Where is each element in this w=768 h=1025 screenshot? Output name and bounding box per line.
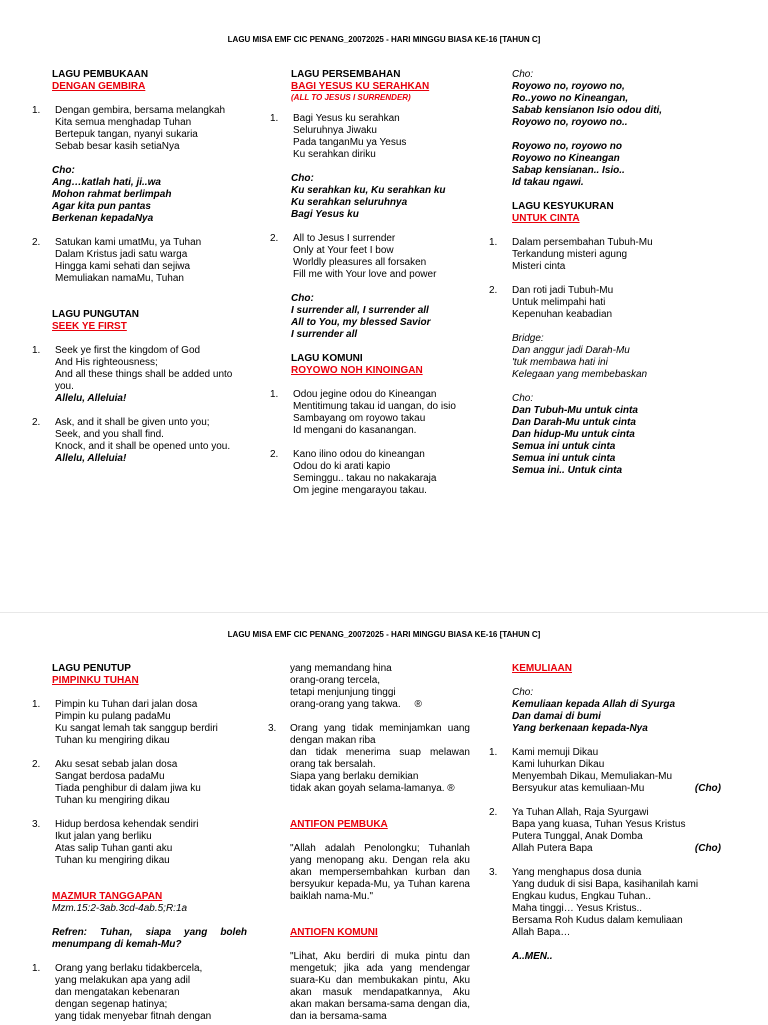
komuni-verse-2: 2. Kano ilino odou do kineangan Odou do ki arati kapio Seminggu.. takau no nakakaraja Om jegine mengarayou takau. (270, 449, 437, 496)
persembahan-chorus-2: Cho: I surrender all, I surrender all All to You, my blessed Savior I surrender all (291, 293, 431, 340)
page-header: LAGU MISA EMF CIC PENANG_20072025 - HARI MINGGU BIASA KE-16 [TAHUN C] (227, 35, 541, 44)
penutup-verse-2: 2. Aku sesat sebab jalan dosa Sangat berdosa padaMu Tiada penghibur di dalam jiwa ku Tuhan ku mengiring dikau (32, 759, 201, 806)
kesyukuran-subtitle: UNTUK CINTA (512, 213, 580, 224)
p2-column-2 (268, 663, 470, 1023)
penutup-verse-3: 3. Hidup berdosa kehendak sendiri Ikut jalan yang berliku Atas salip Tuhan ganti aku Tuhan ku mengiring dikau (32, 819, 199, 866)
komuni-subtitle: ROYOWO NOH KINOINGAN (291, 365, 423, 376)
mazmur-title: MAZMUR TANGGAPAN (52, 891, 163, 902)
persembahan-chorus-1: Cho: Ku serahkan ku, Ku serahkan ku Ku serahkan seluruhnya Bagi Yesus ku (291, 173, 446, 220)
pembukaan-chorus: Cho: Ang…katlah hati, ji..wa Mohon rahmat berlimpah Agar kita pun pantas Berkenan kepadaNya (52, 165, 172, 224)
pungutan-verse-2: 2. Ask, and it shall be given unto you; Seek, and you shall find. Knock, and it shall be opened unto you. Allelu, Alleluia! (32, 417, 231, 464)
persembahan-title: LAGU PERSEMBAHAN (291, 69, 401, 80)
mazmur-verse-2-continued: yang memandang hina orang-orang tercela, tetapi menjunjung tinggi orang-orang yang takwa. ® (290, 663, 422, 710)
antifon-komuni-title: ANTIOFN KOMUNI (290, 927, 378, 938)
page-2 (0, 612, 768, 1025)
column-1 (32, 69, 247, 465)
kesyukuran-verse-2: 2. Dan roti jadi Tubuh-Mu Untuk melimpahi hati Kepenuhan keabadian (489, 285, 614, 320)
persembahan-verse-1: 1. Bagi Yesus ku serahkan Seluruhnya Jiwaku Pada tanganMu ya Yesus Ku serahkan diriku (270, 113, 407, 160)
kesyukuran-verse-1: 1. Dalam persembahan Tubuh-Mu Terkandung misteri agung Misteri cinta (489, 237, 653, 272)
cho-tag: (Cho) (694, 843, 721, 854)
komuni-title: LAGU KOMUNI (291, 353, 363, 364)
antifon-pembuka-text: "Allah adalah Penolongku; Tuhanlah yang menopang aku. Dengan rela aku akan mempersembahkan kurban dan bersyukur kepada-Mu, ya Tuhan karena baiklah nama-Mu." (290, 843, 470, 902)
page-header-2: LAGU MISA EMF CIC PENANG_20072025 - HARI MINGGU BIASA KE-16 [TAHUN C] (227, 630, 541, 639)
antifon-komuni-text: "Lihat, Aku berdiri di muka pintu dan mengetuk; jika ada yang mendengar suara-Ku dan membukakan pintu, Aku akan masuk mendapatkannya, Aku akan makan bersama-sama dengan dia, dan ia bersama-sama (290, 951, 470, 1022)
kemuliaan-chorus: Cho: Kemuliaan kepada Allah di Syurga Dan damai di bumi Yang berkenaan kepada-Nya (512, 687, 676, 734)
mazmur-refrain: Refren: Tuhan, siapa yang boleh menumpang di kemah-Mu? (52, 927, 247, 950)
kesyukuran-title: LAGU KESYUKURAN (512, 201, 614, 212)
kesyukuran-bridge: Bridge: Dan anggur jadi Darah-Mu 'tuk membawa hati ini Kelegaan yang membebaskan (512, 333, 648, 380)
cho-tag: (Cho) (694, 783, 721, 794)
amen: A..MEN.. (512, 951, 553, 962)
komuni-verse-1: 1. Odou jegine odou do Kineangan Mentitimung takau id uangan, do isio Sambayang om royowo takau Id mengani do kasanangan. (270, 389, 456, 436)
pembukaan-verse-2: 2. Satukan kami umatMu, ya Tuhan Dalam Kristus jadi satu warga Hingga kami sehati dan sejiwa Memuliakan namaMu, Tuhan (32, 237, 202, 284)
pembukaan-verse-1: 1. Dengan gembira, bersama melangkah Kita semua menghadap Tuhan Bertepuk tangan, nyanyi sukaria Sebab besar kasih setiaNya (32, 105, 226, 152)
kemuliaan-verse-3: 3. Yang menghapus dosa dunia Yang duduk di sisi Bapa, kasihanilah kami Engkau kudus, Engkau Tuhan.. Maha tinggi… Yesus Kristus.. Bersama Roh Kudus dalam kemuliaan Allah Bapa… (489, 867, 699, 938)
pembukaan-title: LAGU PEMBUKAAN (52, 69, 149, 80)
p2-column-1 (32, 663, 247, 1023)
mazmur-verse-1: 1. Orang yang berlaku tidakbercela, yang melakukan apa yang adil dan mengatakan kebenaran dengan segenap hatinya; yang tidak menyebar fitnah dengan (32, 963, 212, 1022)
pungutan-title: LAGU PUNGUTAN (52, 309, 140, 320)
penutup-verse-1: 1. Pimpin ku Tuhan dari jalan dosa Pimpin ku pulang padaMu Ku sangat lemah tak sanggup berdiri Tuhan ku mengiring dikau (32, 699, 218, 746)
pembukaan-subtitle: DENGAN GEMBIRA (52, 81, 146, 92)
p2-column-3 (489, 663, 721, 963)
kemuliaan-title: KEMULIAAN (512, 663, 572, 674)
persembahan-note: (ALL TO JESUS I SURRENDER) (291, 93, 411, 102)
kesyukuran-chorus: Cho: Dan Tubuh-Mu untuk cinta Dan Darah-Mu untuk cinta Dan hidup-Mu untuk cinta Semua ini untuk cinta Semua ini untuk cinta Semua ini.. Untuk cinta (512, 393, 638, 476)
pungutan-verse-1: 1. Seek ye first the kingdom of God And His righteousness; And all these things shall be added unto you. Allelu, Alleluia! (32, 345, 233, 404)
column-3 (489, 69, 729, 477)
persembahan-verse-2: 2. All to Jesus I surrender Only at Your feet I bow Worldly pleasures all forsaken Fill me with Your love and power (270, 233, 437, 280)
pungutan-subtitle: SEEK YE FIRST (52, 321, 127, 332)
antifon-pembuka-title: ANTIFON PEMBUKA (290, 819, 388, 830)
komuni-chorus: Cho: Royowo no, royowo no, Ro..yowo no Kineangan, Sabab kensianon Isio odou diti, Royowo no, royowo no.. Royowo no, royowo no Royowo no Kineangan Sabap kensianan.. Isio.. Id takau ngawi. (512, 69, 663, 188)
penutup-title: LAGU PENUTUP (52, 663, 131, 674)
column-2 (270, 69, 485, 497)
mazmur-reference: Mzm.15:2-3ab.3cd-4ab.5;R:1a (52, 903, 188, 914)
penutup-subtitle: PIMPINKU TUHAN (52, 675, 139, 686)
mazmur-verse-3: 3. Orang yang tidak meminjamkan uang dengan makan riba dan tidak menerima suap melawan orang tak bersalah. Siapa yang berlaku demikian tidak akan goyah selama-lamanya. ® (268, 723, 470, 794)
persembahan-subtitle: BAGI YESUS KU SERAHKAN (291, 81, 430, 92)
kemuliaan-verse-2: 2. Ya Tuhan Allah, Raja Syurgawi Bapa yang kuasa, Tuhan Yesus Kristus Putera Tunggal, Anak Domba Allah Putera Bapa (Cho) (489, 807, 721, 854)
kemuliaan-verse-1: 1. Kami memuji Dikau Kami luhurkan Dikau Menyembah Dikau, Memuliakan-Mu Bersyukur atas kemuliaan-Mu (Cho) (489, 747, 721, 794)
